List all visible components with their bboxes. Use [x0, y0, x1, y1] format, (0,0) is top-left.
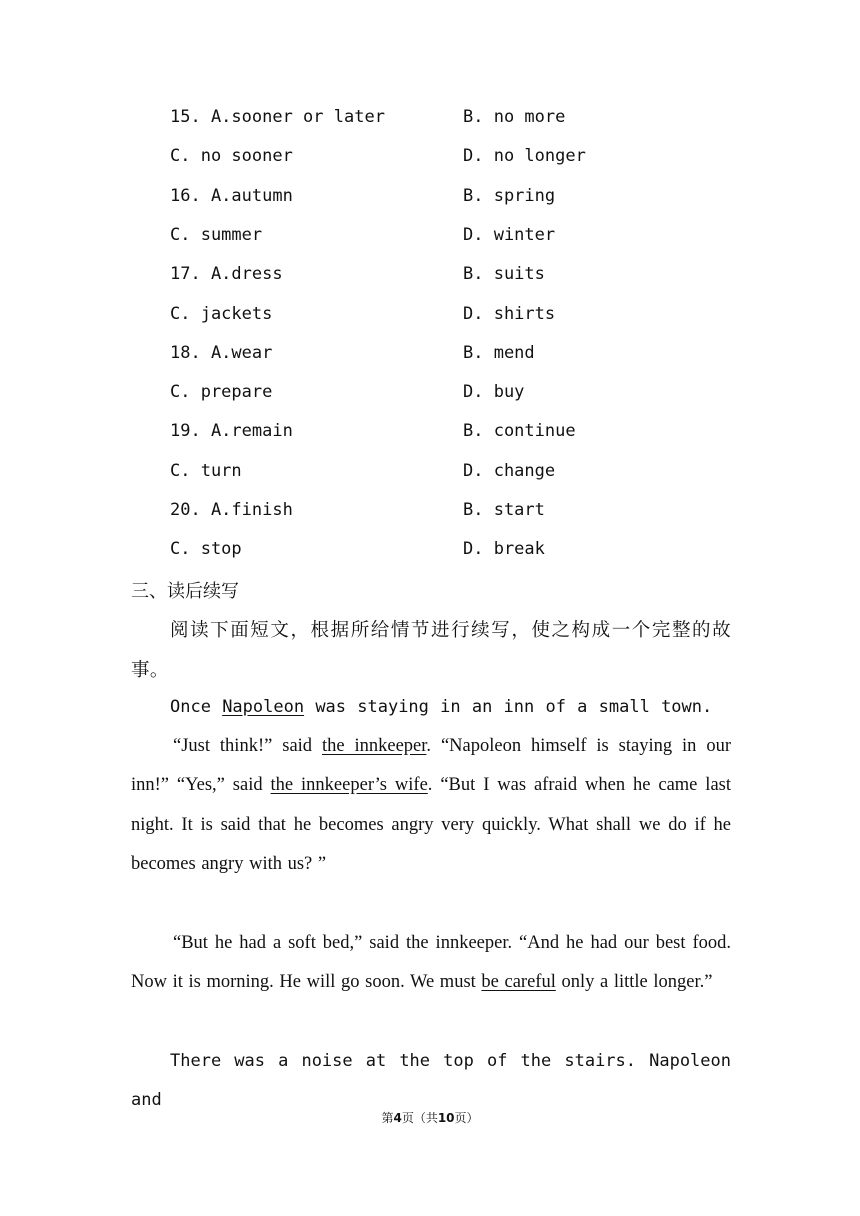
option-row [0, 491, 860, 530]
option-left: C. no sooner [170, 146, 293, 167]
option-row [0, 216, 860, 255]
option-right: D. change [463, 460, 556, 481]
option-left: 15. A.sooner or later [170, 107, 385, 127]
page-footer [0, 1108, 860, 1128]
option-right: D. shirts [463, 303, 556, 324]
text-run: only a little longer.” [555, 972, 713, 993]
option-row [0, 137, 860, 176]
option-left: 16. A.autumn [170, 185, 293, 206]
footer-prefix: 第 [381, 1111, 394, 1125]
story-paragraph-3 [131, 924, 731, 1003]
option-left: 20. A.finish [170, 500, 293, 520]
option-right: B. spring [463, 185, 556, 206]
underlined-text-be-careful: be careful [481, 972, 556, 993]
option-row [0, 98, 860, 137]
option-right: B. suits [463, 264, 545, 285]
text-run: “Just think!” said [173, 736, 322, 756]
option-right: B. start [463, 500, 545, 520]
footer-suffix: 页） [454, 1111, 479, 1125]
story-paragraph-1 [131, 688, 731, 727]
underlined-text-napoleon: Napoleon [222, 697, 305, 717]
option-left: C. turn [170, 460, 242, 481]
option-row [0, 295, 860, 334]
text-run: “But he had a soft bed,” said the innkeeper. “And he had our best food. Now it is morning. He will go soon. We must [131, 933, 731, 993]
text-run: . “Napoleon himself is staying in our inn!” “Yes,” said [131, 736, 731, 796]
option-row [0, 334, 860, 373]
option-row [0, 452, 860, 491]
text-run: was staying in an inn of a small town. [304, 697, 713, 717]
option-right: D. buy [463, 382, 525, 403]
total-page-count: 10 [437, 1111, 455, 1125]
option-row [0, 177, 860, 216]
option-left: 17. A.dress [170, 264, 283, 285]
option-row [0, 412, 860, 451]
section-heading: 三、读后续写 [131, 581, 239, 602]
current-page-number: 4 [393, 1111, 402, 1125]
text-run: Once [170, 697, 223, 717]
option-right: D. break [463, 539, 545, 560]
option-right: B. no more [463, 107, 566, 127]
option-left: C. jackets [170, 303, 273, 324]
option-left: 18. A.wear [170, 342, 273, 363]
footer-middle: 页（共 [401, 1111, 438, 1125]
option-right: D. winter [463, 224, 556, 245]
option-row [0, 255, 860, 294]
underlined-text-innkeeper: the innkeeper [321, 736, 427, 756]
underlined-text-innkeepers-wife: the innkeeper’s wife [270, 775, 428, 796]
option-right: B. continue [463, 421, 576, 442]
text-run: . “But I was afraid when he came last night. It is said that he becomes angry very quickly. What shall we do if he becomes angry with us? ” [131, 775, 731, 875]
option-left: 19. A.remain [170, 421, 293, 442]
option-left: C. stop [170, 539, 242, 560]
option-row [0, 530, 860, 569]
task-instruction: 阅读下面短文，根据所给情节进行续写，使之构成一个完整的故事。 [131, 620, 731, 681]
text-run: There was a noise at the top of the stairs. Napoleon and [131, 1051, 731, 1111]
option-right: B. mend [463, 342, 535, 363]
option-right: D. no longer [463, 146, 586, 167]
option-left: C. summer [170, 224, 263, 245]
option-left: C. prepare [170, 382, 273, 403]
story-paragraph-2 [131, 727, 731, 885]
option-row [0, 373, 860, 412]
